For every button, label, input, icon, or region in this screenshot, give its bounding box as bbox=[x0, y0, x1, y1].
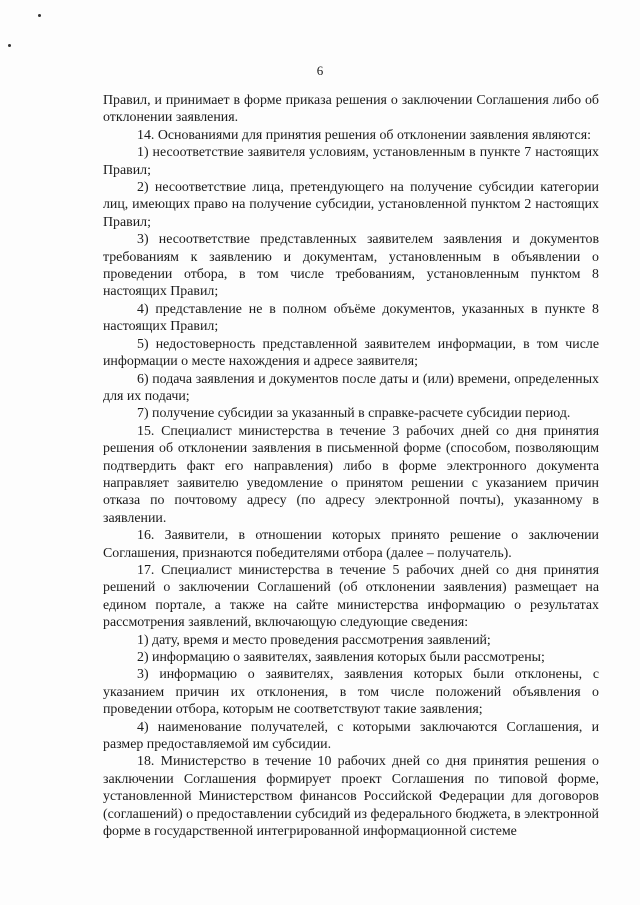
paragraph-14: 14. Основаниями для принятия решения об отклонении заявления являются: bbox=[137, 127, 591, 143]
list-item: 1) дату, время и место проведения рассмотрения заявлений; bbox=[137, 632, 491, 648]
paragraph-16: 16. Заявители, в отношении которых принято решение о заключении Соглашения, признаются победителями отбора (далее – получатель). bbox=[103, 528, 599, 561]
paragraph-17: 17. Специалист министерства в течение 5 рабочих дней со дня принятия решений о заключении Соглашений (об отклонении заявления) размещает на едином портале, а также на сайте министерства информацию о результатах рассмотрения заявлений, включающую следующие сведения: bbox=[103, 562, 599, 631]
list-item: 4) наименование получателей, с которыми заключаются Соглашения, и размер предоставляемой им субсидии. bbox=[103, 719, 599, 753]
list-item: 7) получение субсидии за указанный в справке-расчете субсидии период. bbox=[137, 406, 571, 422]
paragraph-15: 15. Специалист министерства в течение 3 рабочих дней со дня принятия решения об отклонении заявления в письменной форме (способом, позволяющим подтвердить факт его направления) либо в форме электронного документа направляет заявителю уведомление о принятом решении с указанием причин отказа по почтовому адресу (по адресу электронной почты), указанному в заявлении. bbox=[103, 423, 599, 526]
paragraph-18: 18. Министерство в течение 10 рабочих дней со дня принятия решения о заключении Соглашения формирует проект Соглашения по типовой форме, установленной Министерством финансов Российской Федерации для договоров (соглашений) о предоставлении субсидий из федерального бюджета, в электронной форме в государственной интегрированной информационной системе bbox=[103, 754, 599, 840]
list-item: 2) информацию о заявителях, заявления которых были рассмотрены; bbox=[137, 650, 545, 665]
scan-speck bbox=[38, 14, 41, 17]
list-item: 1) несоответствие заявителя условиям, установленным в пункте 7 настоящих Правил; bbox=[103, 145, 599, 178]
list-item: 6) подача заявления и документов после даты и (или) времени, определенных для их подачи; bbox=[103, 371, 599, 404]
list-item: 3) информацию о заявителях, заявления которых были отклонены, с указанием причин их отклонения, в том числе положений объявления о проведении отбора, которым не соответствуют такие заявления; bbox=[103, 667, 599, 718]
list-item: 5) недостоверность представленной заявителем информации, в том числе информации о месте нахождения и адресе заявителя; bbox=[103, 336, 599, 370]
page-number: 6 bbox=[316, 63, 324, 78]
list-item: 2) несоответствие лица, претендующего на получение субсидии категории лиц, имеющих право на получение субсидии, установленной пунктом 2 настоящих Правил; bbox=[103, 180, 599, 230]
list-item: 4) представление не в полном объёме документов, указанных в пункте 8 настоящих Правил; bbox=[103, 301, 599, 335]
scan-speck bbox=[8, 44, 11, 47]
paragraph-continuation: Правил, и принимает в форме приказа решения о заключении Соглашения либо об отклонении заявления. bbox=[103, 93, 599, 126]
document-body bbox=[103, 92, 599, 840]
list-item: 3) несоответствие представленных заявителем заявления и документов требованиям к заявлению и документам, установленным в объявлении о проведении отбора, в том числе требованиям, установленным пунктом 8 настоящих Правил; bbox=[103, 232, 599, 300]
